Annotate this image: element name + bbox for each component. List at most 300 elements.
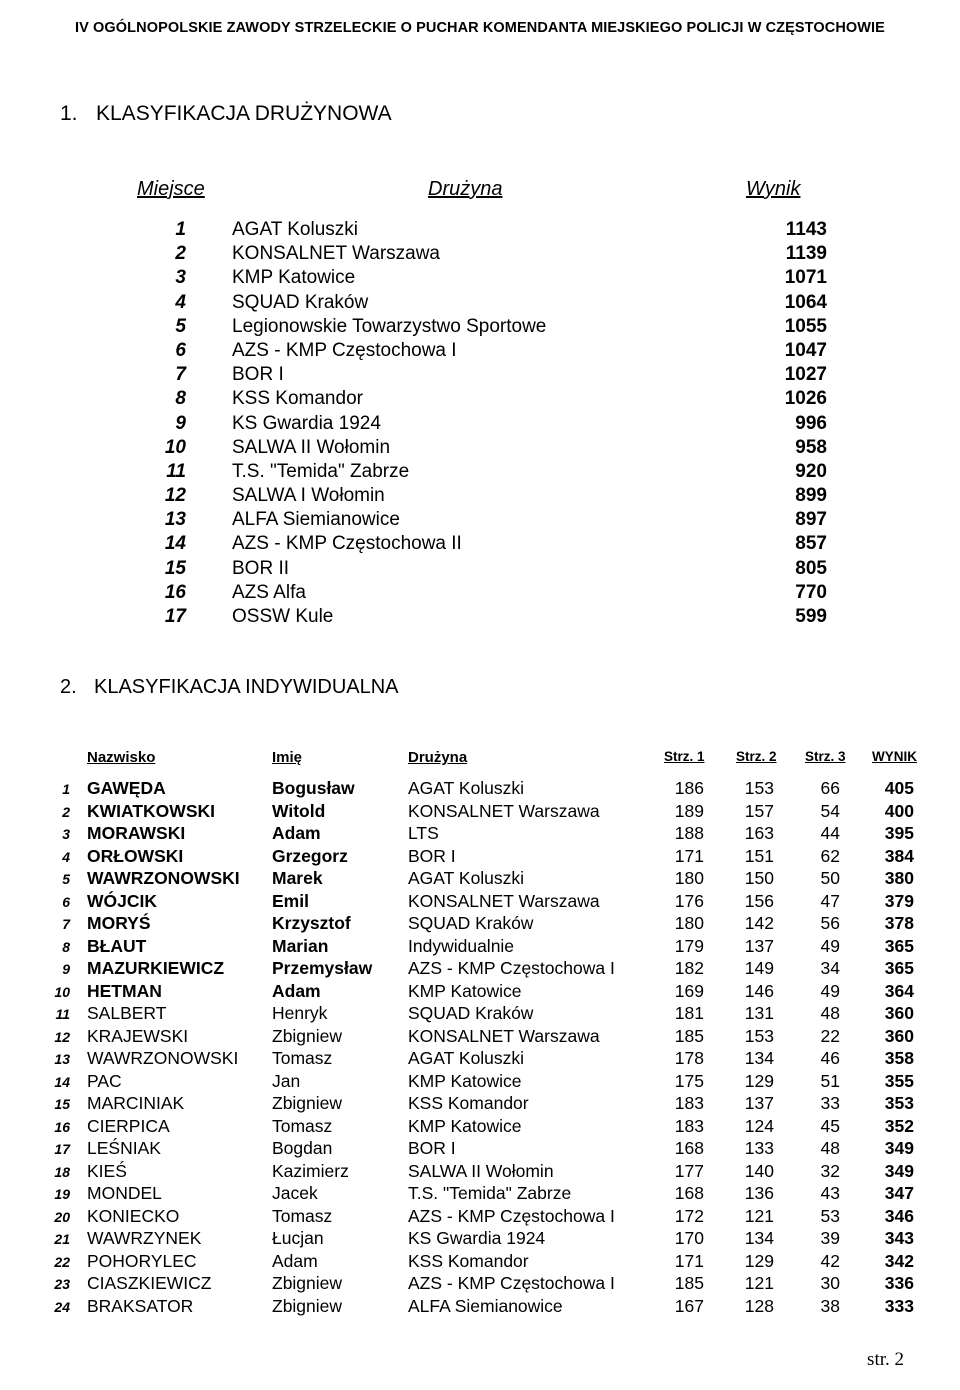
ind-col-team-header: Drużyna: [408, 749, 468, 766]
team-name: AZS - KMP Częstochowa II: [232, 533, 462, 555]
ind-shot-1: 170: [674, 1228, 704, 1248]
team-row: [0, 413, 960, 437]
team-score: 1027: [784, 364, 827, 386]
ind-col-total-header: WYNIK: [872, 749, 917, 764]
individual-row: [0, 1251, 960, 1274]
ind-shot-2: 133: [744, 1138, 774, 1158]
ind-rank: 18: [54, 1163, 70, 1180]
team-rank: 16: [164, 581, 186, 603]
ind-shot-2: 121: [744, 1205, 774, 1226]
ind-shot-3: 66: [820, 778, 840, 798]
ind-shot-3: 48: [820, 1003, 840, 1023]
ind-first-name: Marek: [272, 868, 323, 888]
team-rank: 9: [175, 412, 186, 434]
ind-first-name: Tomasz: [272, 1205, 333, 1226]
ind-total: 358: [884, 1048, 914, 1068]
ind-surname: WAWRZYNEK: [87, 1228, 202, 1248]
ind-first-name: Krzysztof: [272, 913, 351, 933]
individual-row: [0, 868, 960, 891]
team-score: 920: [795, 460, 827, 482]
team-name: AZS Alfa: [232, 581, 306, 603]
ind-shot-3: 43: [820, 1183, 840, 1203]
ind-surname: MORYŚ: [87, 913, 151, 933]
document-header: IV OGÓLNOPOLSKIE ZAWODY STRZELECKIE O PUCHAR KOMENDANTA MIEJSKIEGO POLICJI W CZĘSTOCHOWIE: [75, 20, 885, 36]
team-row: [0, 243, 960, 267]
team-name: BOR II: [232, 557, 290, 579]
ind-shot-1: 181: [674, 1003, 704, 1023]
ind-rank: 17: [54, 1141, 70, 1157]
ind-total: 349: [884, 1160, 914, 1181]
ind-first-name: Jacek: [272, 1183, 318, 1203]
individual-row: [0, 1273, 960, 1296]
team-rank: 1: [175, 219, 186, 240]
ind-total: 336: [884, 1273, 914, 1293]
ind-shot-2: 163: [744, 823, 774, 843]
team-section-title: [60, 102, 392, 126]
ind-team: KMP Katowice: [408, 980, 522, 1001]
ind-surname: LEŚNIAK: [87, 1138, 161, 1158]
ind-shot-1: 183: [674, 1093, 704, 1113]
ind-team: AZS - KMP Częstochowa I: [408, 1273, 615, 1293]
ind-col-s2-header: Strz. 2: [736, 749, 777, 764]
ind-shot-2: 153: [744, 778, 774, 798]
team-score: 897: [795, 509, 827, 531]
ind-surname: MORAWSKI: [87, 823, 186, 843]
ind-surname: HETMAN: [87, 980, 162, 1001]
ind-first-name: Łucjan: [272, 1228, 324, 1248]
ind-total: 378: [884, 913, 914, 933]
ind-shot-2: 150: [744, 868, 774, 888]
ind-shot-3: 22: [820, 1025, 840, 1046]
ind-first-name: Zbigniew: [272, 1273, 343, 1293]
ind-shot-3: 51: [820, 1070, 840, 1091]
team-rank: 8: [175, 388, 186, 410]
team-row: [0, 509, 960, 533]
ind-total: 380: [884, 868, 914, 888]
team-rank: 4: [175, 291, 186, 313]
team-rank: 7: [175, 364, 186, 386]
ind-first-name: Witold: [272, 800, 326, 821]
ind-col-first-header: Imię: [272, 749, 303, 766]
ind-first-name: Jan: [272, 1070, 301, 1091]
team-name: T.S. "Temida" Zabrze: [232, 460, 410, 482]
team-name: KONSALNET Warszawa: [232, 243, 440, 265]
individual-row: [0, 1026, 960, 1049]
ind-shot-3: 56: [820, 913, 840, 933]
ind-rank: 2: [62, 803, 70, 820]
ind-team: KSS Komandor: [408, 1250, 529, 1271]
individual-row: [0, 1138, 960, 1161]
ind-shot-3: 47: [820, 890, 840, 911]
ind-surname: KWIATKOWSKI: [87, 800, 215, 821]
ind-shot-3: 30: [820, 1273, 840, 1293]
team-name: ALFA Siemianowice: [232, 509, 400, 531]
team-ranking-list: [0, 219, 960, 630]
team-name: SALWA I Wołomin: [232, 485, 385, 507]
ind-total: 353: [884, 1093, 914, 1113]
ind-shot-3: 50: [820, 868, 840, 888]
ind-team: T.S. "Temida" Zabrze: [408, 1183, 572, 1203]
ind-shot-2: 134: [744, 1048, 774, 1068]
ind-rank: 7: [62, 916, 70, 932]
team-score: 1143: [785, 219, 827, 240]
ind-surname: MAZURKIEWICZ: [87, 958, 225, 978]
team-row: [0, 461, 960, 485]
team-section-title-text: KLASYFIKACJA DRUŻYNOWA: [96, 102, 392, 125]
team-rank: 10: [164, 436, 186, 458]
team-row: [0, 292, 960, 316]
individual-section-title-text: KLASYFIKACJA INDYWIDUALNA: [94, 676, 399, 698]
team-name: KS Gwardia 1924: [232, 412, 381, 434]
individual-row: [0, 846, 960, 869]
ind-rank: 21: [54, 1231, 70, 1247]
ind-shot-2: 140: [744, 1160, 774, 1181]
ind-team: LTS: [408, 823, 439, 843]
ind-team: KS Gwardia 1924: [408, 1228, 546, 1248]
individual-row: [0, 1228, 960, 1251]
ind-shot-3: 62: [820, 845, 840, 866]
team-row: [0, 558, 960, 582]
ind-shot-2: 129: [744, 1070, 774, 1091]
team-row: [0, 485, 960, 509]
individual-ranking-list: [0, 778, 960, 1318]
individual-row: [0, 1003, 960, 1026]
ind-rank: 22: [54, 1253, 70, 1270]
individual-row: [0, 1071, 960, 1094]
ind-first-name: Grzegorz: [272, 845, 348, 866]
ind-first-name: Zbigniew: [272, 1093, 343, 1113]
ind-shot-3: 48: [820, 1138, 840, 1158]
ind-team: KONSALNET Warszawa: [408, 800, 600, 821]
ind-col-s1-header: Strz. 1: [664, 749, 705, 764]
team-score: 1047: [784, 339, 827, 361]
ind-shot-1: 180: [674, 913, 704, 933]
team-score: 857: [795, 533, 827, 555]
ind-total: 379: [884, 890, 914, 911]
ind-first-name: Zbigniew: [272, 1025, 343, 1046]
ind-first-name: Adam: [272, 1250, 318, 1271]
individual-row: [0, 1048, 960, 1071]
team-score: 1026: [784, 388, 827, 410]
ind-shot-3: 42: [820, 1250, 840, 1271]
ind-shot-2: 137: [744, 935, 774, 956]
ind-shot-2: 131: [744, 1003, 774, 1023]
ind-shot-2: 121: [744, 1273, 774, 1293]
ind-shot-3: 38: [820, 1295, 840, 1316]
team-rank: 15: [164, 557, 186, 579]
ind-shot-2: 142: [744, 913, 774, 933]
individual-row: [0, 891, 960, 914]
team-row: [0, 219, 960, 243]
ind-surname: KRAJEWSKI: [87, 1025, 189, 1046]
ind-shot-1: 185: [674, 1273, 704, 1293]
ind-shot-2: 124: [744, 1115, 774, 1136]
individual-section-number: 2.: [60, 676, 77, 698]
team-row: [0, 267, 960, 291]
ind-shot-3: 45: [820, 1115, 840, 1136]
individual-row: [0, 778, 960, 801]
ind-shot-1: 171: [674, 845, 704, 866]
ind-rank: 15: [54, 1096, 70, 1112]
ind-shot-1: 169: [674, 980, 704, 1001]
ind-team: Indywidualnie: [408, 935, 515, 956]
individual-row: [0, 1183, 960, 1206]
team-score: 958: [795, 436, 827, 458]
ind-team: ALFA Siemianowice: [408, 1295, 563, 1316]
team-rank: 17: [164, 606, 186, 627]
team-score: 899: [795, 485, 827, 507]
ind-col-s3-header: Strz. 3: [805, 749, 846, 764]
team-rank: 6: [175, 339, 186, 361]
ind-rank: 10: [54, 983, 70, 1000]
team-col-place-header: Miejsce: [137, 178, 205, 200]
ind-shot-1: 172: [674, 1205, 704, 1226]
ind-total: 360: [884, 1003, 914, 1023]
ind-shot-2: 149: [744, 958, 774, 978]
team-name: KSS Komandor: [232, 388, 363, 410]
ind-surname: MONDEL: [87, 1183, 162, 1203]
ind-shot-1: 183: [674, 1115, 704, 1136]
team-row: [0, 388, 960, 412]
ind-shot-2: 157: [744, 800, 774, 821]
ind-shot-1: 177: [674, 1160, 704, 1181]
ind-shot-1: 167: [674, 1295, 704, 1316]
individual-row: [0, 1206, 960, 1229]
ind-total: 355: [884, 1070, 914, 1091]
ind-surname: PAC: [87, 1070, 122, 1091]
individual-row: [0, 958, 960, 981]
ind-shot-3: 46: [820, 1048, 840, 1068]
individual-row: [0, 823, 960, 846]
ind-total: 395: [884, 823, 914, 843]
team-section-number: 1.: [60, 102, 78, 125]
ind-total: 365: [884, 935, 914, 956]
ind-shot-1: 168: [674, 1183, 704, 1203]
ind-rank: 13: [54, 1051, 70, 1067]
ind-team: AGAT Koluszki: [408, 778, 525, 798]
individual-row: [0, 801, 960, 824]
ind-surname: BŁAUT: [87, 935, 147, 956]
team-score: 1139: [785, 243, 827, 265]
team-rank: 12: [164, 485, 186, 507]
ind-total: 364: [884, 980, 914, 1001]
ind-shot-1: 188: [674, 823, 704, 843]
ind-shot-1: 179: [674, 935, 704, 956]
ind-first-name: Tomasz: [272, 1115, 333, 1136]
team-rank: 5: [175, 315, 186, 337]
ind-rank: 3: [62, 826, 70, 842]
ind-shot-3: 53: [820, 1205, 840, 1226]
ind-shot-1: 176: [674, 890, 704, 911]
ind-team: AZS - KMP Częstochowa I: [408, 958, 615, 978]
team-row: [0, 437, 960, 461]
ind-first-name: Henryk: [272, 1003, 328, 1023]
ind-first-name: Adam: [272, 980, 321, 1001]
ind-total: 352: [884, 1115, 914, 1136]
team-score: 996: [795, 412, 827, 434]
individual-section-title: [60, 676, 399, 699]
ind-total: 349: [884, 1138, 914, 1158]
ind-total: 333: [884, 1295, 914, 1316]
team-rank: 14: [164, 533, 186, 555]
ind-shot-1: 180: [674, 868, 704, 888]
ind-team: SQUAD Kraków: [408, 1003, 534, 1023]
ind-shot-2: 134: [744, 1228, 774, 1248]
ind-rank: 23: [54, 1276, 70, 1292]
team-name: Legionowskie Towarzystwo Sportowe: [232, 315, 547, 337]
team-name: KMP Katowice: [232, 267, 356, 289]
ind-shot-3: 39: [820, 1228, 840, 1248]
ind-team: BOR I: [408, 1138, 456, 1158]
ind-shot-2: 151: [744, 845, 774, 866]
ind-surname: WAWRZONOWSKI: [87, 1048, 239, 1068]
ind-team: SALWA II Wołomin: [408, 1160, 554, 1181]
ind-surname: KONIECKO: [87, 1205, 180, 1226]
ind-shot-3: 34: [820, 958, 840, 978]
ind-rank: 11: [55, 1006, 70, 1022]
team-score: 805: [795, 557, 827, 579]
ind-rank: 9: [62, 961, 70, 977]
ind-total: 365: [884, 958, 914, 978]
ind-rank: 4: [62, 848, 70, 865]
ind-team: AGAT Koluszki: [408, 868, 525, 888]
ind-surname: ORŁOWSKI: [87, 845, 184, 866]
team-score: 1064: [784, 291, 827, 313]
ind-first-name: Bogdan: [272, 1138, 333, 1158]
team-name: AGAT Koluszki: [232, 219, 359, 240]
ind-shot-1: 168: [674, 1138, 704, 1158]
ind-rank: 12: [54, 1028, 70, 1045]
ind-shot-1: 189: [674, 800, 704, 821]
ind-first-name: Kazimierz: [272, 1160, 349, 1181]
ind-first-name: Bogusław: [272, 778, 355, 798]
individual-row: [0, 1296, 960, 1319]
team-row: [0, 606, 960, 630]
ind-shot-3: 54: [820, 800, 840, 821]
ind-team: AZS - KMP Częstochowa I: [408, 1205, 615, 1226]
ind-rank: 1: [62, 781, 70, 797]
ind-surname: POHORYLEC: [87, 1250, 197, 1271]
ind-total: 347: [884, 1183, 914, 1203]
ind-shot-1: 186: [674, 778, 704, 798]
ind-shot-2: 153: [744, 1025, 774, 1046]
team-row: [0, 316, 960, 340]
ind-shot-3: 32: [820, 1160, 840, 1181]
team-name: BOR I: [232, 364, 284, 386]
ind-first-name: Emil: [272, 890, 309, 911]
ind-rank: 19: [54, 1186, 70, 1202]
team-rank: 3: [175, 267, 186, 289]
ind-rank: 8: [62, 938, 70, 955]
ind-shot-1: 171: [674, 1250, 704, 1271]
ind-shot-2: 156: [744, 890, 774, 911]
team-score: 1055: [784, 315, 827, 337]
ind-team: BOR I: [408, 845, 456, 866]
individual-row: [0, 981, 960, 1004]
ind-total: 400: [884, 800, 914, 821]
ind-team: KMP Katowice: [408, 1070, 522, 1091]
ind-shot-1: 178: [674, 1048, 704, 1068]
ind-shot-1: 185: [674, 1025, 704, 1046]
ind-first-name: Adam: [272, 823, 321, 843]
ind-team: KONSALNET Warszawa: [408, 890, 600, 911]
team-rank: 13: [164, 509, 186, 531]
ind-total: 405: [884, 778, 914, 798]
team-name: SALWA II Wołomin: [232, 436, 391, 458]
ind-total: 346: [884, 1205, 914, 1226]
ind-total: 384: [884, 845, 914, 866]
ind-shot-3: 49: [820, 935, 840, 956]
individual-row: [0, 1116, 960, 1139]
ind-team: KSS Komandor: [408, 1093, 529, 1113]
team-score: 599: [795, 606, 827, 627]
team-col-result-header: Wynik: [746, 178, 801, 200]
ind-rank: 14: [54, 1073, 70, 1090]
individual-row: [0, 1093, 960, 1116]
ind-shot-2: 136: [744, 1183, 774, 1203]
ind-first-name: Tomasz: [272, 1048, 333, 1068]
team-name: SQUAD Kraków: [232, 291, 369, 313]
team-name: AZS - KMP Częstochowa I: [232, 339, 457, 361]
ind-shot-3: 49: [820, 980, 840, 1001]
individual-row: [0, 936, 960, 959]
ind-total: 360: [884, 1025, 914, 1046]
ind-first-name: Przemysław: [272, 958, 373, 978]
individual-row: [0, 1161, 960, 1184]
team-row: [0, 582, 960, 606]
ind-shot-2: 129: [744, 1250, 774, 1271]
ind-surname: CIERPICA: [87, 1115, 170, 1136]
ind-team: AGAT Koluszki: [408, 1048, 525, 1068]
ind-surname: SALBERT: [87, 1003, 167, 1023]
ind-shot-3: 44: [820, 823, 840, 843]
ind-surname: BRAKSATOR: [87, 1295, 194, 1316]
ind-surname: MARCINIAK: [87, 1093, 185, 1113]
team-rank: 11: [166, 460, 186, 482]
ind-surname: CIASZKIEWICZ: [87, 1273, 212, 1293]
page-number: str. 2: [867, 1349, 904, 1370]
ind-surname: WÓJCIK: [87, 890, 157, 911]
ind-surname: KIEŚ: [87, 1160, 127, 1181]
ind-surname: GAWĘDA: [87, 778, 166, 798]
ind-shot-3: 33: [820, 1093, 840, 1113]
ind-team: KONSALNET Warszawa: [408, 1025, 600, 1046]
team-row: [0, 364, 960, 388]
team-row: [0, 533, 960, 557]
team-rank: 2: [175, 243, 186, 265]
ind-total: 343: [884, 1228, 914, 1248]
team-row: [0, 340, 960, 364]
team-score: 1071: [784, 267, 827, 289]
ind-col-surname-header: Nazwisko: [87, 749, 156, 766]
ind-shot-2: 137: [744, 1093, 774, 1113]
ind-total: 342: [884, 1250, 914, 1271]
ind-team: SQUAD Kraków: [408, 913, 534, 933]
ind-team: KMP Katowice: [408, 1115, 522, 1136]
ind-shot-1: 182: [674, 958, 704, 978]
ind-rank: 24: [54, 1298, 70, 1315]
individual-row: [0, 913, 960, 936]
ind-surname: WAWRZONOWSKI: [87, 868, 240, 888]
ind-first-name: Marian: [272, 935, 329, 956]
team-col-team-header: Drużyna: [428, 178, 503, 200]
ind-rank: 5: [62, 871, 70, 887]
ind-rank: 20: [54, 1208, 70, 1225]
ind-rank: 16: [54, 1118, 70, 1135]
ind-rank: 6: [62, 893, 70, 910]
ind-first-name: Zbigniew: [272, 1295, 343, 1316]
team-name: OSSW Kule: [232, 606, 334, 627]
